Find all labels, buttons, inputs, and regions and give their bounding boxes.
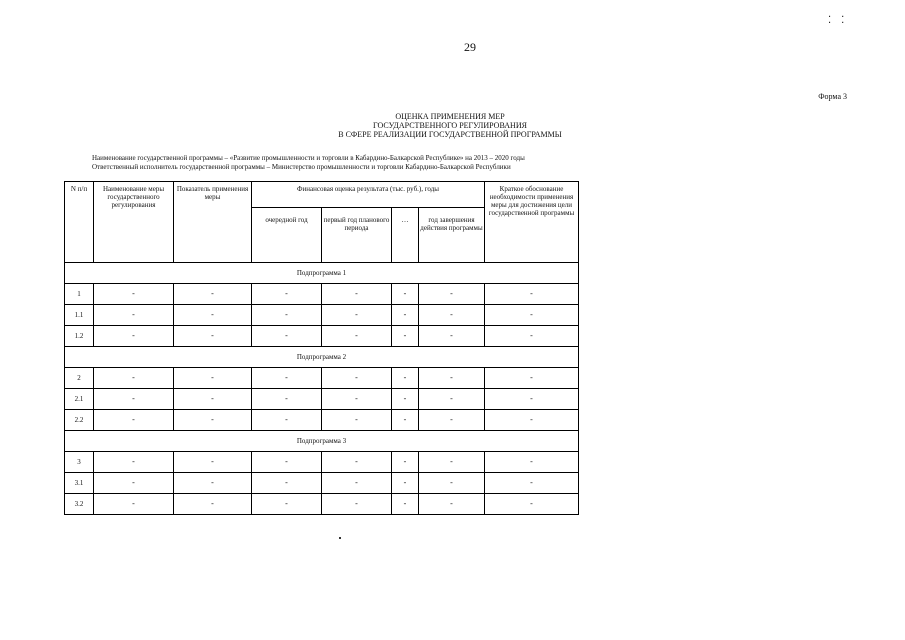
table-cell: - xyxy=(252,494,322,515)
table-cell: - xyxy=(322,326,392,347)
table-cell: - xyxy=(485,368,579,389)
table-cell: - xyxy=(485,494,579,515)
table-cell: - xyxy=(419,410,485,431)
table-cell: - xyxy=(174,284,252,305)
table-cell: - xyxy=(419,452,485,473)
table-cell: - xyxy=(94,410,174,431)
table-cell: - xyxy=(174,368,252,389)
table-cell: - xyxy=(252,473,322,494)
table-row xyxy=(65,389,579,410)
table-row xyxy=(65,368,579,389)
row-number: 1 xyxy=(65,284,94,305)
table-cell: - xyxy=(94,473,174,494)
table-cell: - xyxy=(322,494,392,515)
table-row xyxy=(65,410,579,431)
subprogram-row xyxy=(65,347,579,368)
table-cell: - xyxy=(392,284,419,305)
header-num: N п/п xyxy=(65,182,94,263)
row-number: 2.1 xyxy=(65,389,94,410)
header-end-year: год завершения действия программы xyxy=(419,208,485,263)
table-cell: - xyxy=(419,473,485,494)
table-cell: - xyxy=(322,368,392,389)
table-cell: - xyxy=(174,410,252,431)
header-indicator: Показатель применения меры xyxy=(174,182,252,263)
table-cell: - xyxy=(322,473,392,494)
title-line: В СФЕРЕ РЕАЛИЗАЦИИ ГОСУДАРСТВЕННОЙ ПРОГРАММЫ xyxy=(338,130,562,139)
row-number: 2 xyxy=(65,368,94,389)
table-cell: - xyxy=(322,305,392,326)
table-cell: - xyxy=(94,305,174,326)
table-cell: - xyxy=(485,326,579,347)
table-cell: - xyxy=(322,452,392,473)
table-cell: - xyxy=(94,389,174,410)
table-cell: - xyxy=(485,284,579,305)
header-financial: Финансовая оценка результата (тыс. руб.), годы xyxy=(252,182,485,208)
table-cell: - xyxy=(485,473,579,494)
responsible-executor: Ответственный исполнитель государственной программы – Министерство промышленности и торговли Кабардино-Балкарской Республики xyxy=(92,163,511,171)
title-line: ОЦЕНКА ПРИМЕНЕНИЯ МЕР xyxy=(395,112,505,121)
table-cell: - xyxy=(392,494,419,515)
table-cell: - xyxy=(174,452,252,473)
row-number: 2.2 xyxy=(65,410,94,431)
subprogram-title: Подпрограмма 1 xyxy=(65,263,579,284)
table-row xyxy=(65,494,579,515)
table-row xyxy=(65,473,579,494)
table-row xyxy=(65,284,579,305)
table-cell: - xyxy=(94,284,174,305)
row-number: 1.2 xyxy=(65,326,94,347)
row-number: 1.1 xyxy=(65,305,94,326)
table-cell: - xyxy=(419,305,485,326)
subprogram-row xyxy=(65,431,579,452)
table-cell: - xyxy=(252,368,322,389)
program-name: Наименование государственной программы – «Развитие промышленности и торговли в Кабардино-Балкарской Республике» на 2013 – 2020 годы xyxy=(92,154,525,162)
table-cell: - xyxy=(322,389,392,410)
table-cell: - xyxy=(94,368,174,389)
page-number: 29 xyxy=(464,40,476,54)
subprogram-title: Подпрограмма 2 xyxy=(65,347,579,368)
table-row xyxy=(65,452,579,473)
table-cell: - xyxy=(392,452,419,473)
header-current-year: очередной год xyxy=(252,208,322,263)
table-cell: - xyxy=(252,305,322,326)
table-row xyxy=(65,305,579,326)
table-cell: - xyxy=(392,368,419,389)
table-cell: - xyxy=(174,305,252,326)
table-cell: - xyxy=(252,410,322,431)
table-cell: - xyxy=(252,389,322,410)
header-first-plan-year: первый год планового периода xyxy=(322,208,392,263)
form-label: Форма 3 xyxy=(818,92,847,101)
table-cell: - xyxy=(392,389,419,410)
table-cell: - xyxy=(174,326,252,347)
regulation-measures-table xyxy=(64,181,579,515)
table-cell: - xyxy=(419,494,485,515)
scan-artifact xyxy=(0,0,190,3)
scan-specks: ⁚ ⁚ xyxy=(828,15,845,26)
table-cell: - xyxy=(485,452,579,473)
subprogram-row xyxy=(65,263,579,284)
table-cell: - xyxy=(419,326,485,347)
scan-dot xyxy=(339,537,341,539)
table-cell: - xyxy=(94,494,174,515)
table-cell: - xyxy=(485,389,579,410)
table-cell: - xyxy=(252,326,322,347)
header-ellipsis: … xyxy=(392,208,419,263)
header-measure-name: Наименование меры государственного регулирования xyxy=(94,182,174,263)
title-line: ГОСУДАРСТВЕННОГО РЕГУЛИРОВАНИЯ xyxy=(373,121,527,130)
table-cell: - xyxy=(392,410,419,431)
table-cell: - xyxy=(485,410,579,431)
row-number: 3.2 xyxy=(65,494,94,515)
table-cell: - xyxy=(485,305,579,326)
row-number: 3 xyxy=(65,452,94,473)
table-cell: - xyxy=(174,473,252,494)
table-cell: - xyxy=(419,284,485,305)
header-justification: Краткое обоснование необходимости применения меры для достижения цели государственной программы xyxy=(485,182,579,263)
document-title xyxy=(320,112,580,139)
table-cell: - xyxy=(174,389,252,410)
table-cell: - xyxy=(392,326,419,347)
table-cell: - xyxy=(419,389,485,410)
table-cell: - xyxy=(419,368,485,389)
table-cell: - xyxy=(252,452,322,473)
table-cell: - xyxy=(392,473,419,494)
table-cell: - xyxy=(174,494,252,515)
table-row xyxy=(65,326,579,347)
table-cell: - xyxy=(322,284,392,305)
table-cell: - xyxy=(94,326,174,347)
row-number: 3.1 xyxy=(65,473,94,494)
table-cell: - xyxy=(392,305,419,326)
subprogram-title: Подпрограмма 3 xyxy=(65,431,579,452)
table-body xyxy=(65,263,579,515)
table-cell: - xyxy=(94,452,174,473)
table-cell: - xyxy=(252,284,322,305)
table-cell: - xyxy=(322,410,392,431)
